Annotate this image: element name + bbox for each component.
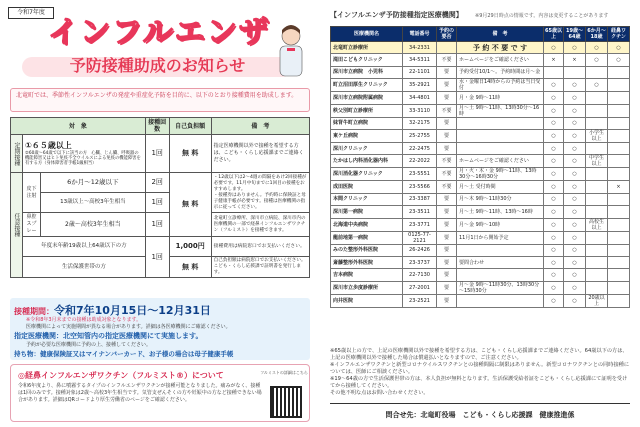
clinic-cell-c	[586, 281, 608, 294]
clinic-cell-b: ○	[564, 281, 586, 294]
clinic-cell-remark: 予 約 不 要 で す	[457, 42, 544, 54]
clinic-cell-a: ○	[544, 155, 564, 168]
clinic-cell-name: 深川市立病院 小児科	[331, 66, 403, 78]
clinic-cell-tel: 23-2521	[403, 294, 437, 307]
clinic-cell-c	[586, 92, 608, 104]
clinic-row	[331, 54, 630, 66]
clinic-cell-remark	[457, 244, 544, 256]
clinic-cell-d	[608, 269, 630, 281]
clinic-cell-tel: 34-4801	[403, 92, 437, 104]
clinic-cell-res: 要	[437, 193, 457, 205]
clinic-cell-a: ○	[544, 206, 564, 218]
clinic-cell-a: ○	[544, 129, 564, 142]
clinic-cell-c: ○	[586, 42, 608, 54]
note-line: ・接種券はありません。予約時に保険証と母子健康手帳が必要です。接種は医療機関の指示に従ってください。	[213, 192, 306, 210]
clinic-cell-d	[608, 244, 630, 256]
clinic-table-header	[331, 27, 630, 42]
clinic-table	[330, 26, 630, 308]
nasal-body: 令和6年度より、鼻に噴霧するタイプのインフルエンザワクチンが接種可能となりました。痛みがなく、接種は1回のみです。接種対象は2歳～高校3年生相当です。気管支ぜんそくの方や妊娠中の方など接種できない場合があります。詳細はQRコードより厚生労働省のページをご確認ください。	[18, 383, 262, 403]
clinic-cell-a: ○	[544, 218, 564, 231]
clinic-cell-b: ○	[564, 218, 586, 231]
period-note-2: 医療機関によって実施期間が異なる場合があります。詳細は各医療機関にご確認ください。	[26, 324, 231, 330]
clinic-cell-name: 成田医院	[331, 181, 403, 193]
note-cell: 指定医療機関以外で接種を希望する方は、こども・くらし応援課までご連絡ください。	[211, 135, 309, 173]
clinic-cell-c	[586, 193, 608, 205]
clinic-cell-b: ○	[564, 244, 586, 256]
clinic-cell-a: ○	[544, 269, 564, 281]
clinic-cell-remark	[457, 129, 544, 142]
clinic-cell-d	[608, 294, 630, 307]
clinic-cell-tel: 27-2001	[403, 281, 437, 294]
clinic-cell-res: 要	[437, 66, 457, 78]
clinic-list-title: 【インフルエンザ予防接種指定医療機関】	[330, 11, 463, 19]
clinic-cell-name: 吉本病院	[331, 269, 403, 281]
clinic-cell-c	[586, 66, 608, 78]
clinic-cell-name: 滝田こどもクリニック	[331, 54, 403, 66]
clinic-cell-res: 不要	[437, 181, 457, 193]
clinic-row	[331, 42, 630, 54]
clinic-cell-tel: 0125-77-2121	[403, 231, 437, 244]
clinic-cell-a: ○	[544, 193, 564, 205]
count-cell: 1回	[145, 237, 169, 278]
clinic-cell-tel: 25-2755	[403, 129, 437, 142]
col-fee: 自己負担額	[169, 118, 211, 135]
clinic-cell-res: 不要	[437, 155, 457, 168]
clinic-cell-c	[586, 206, 608, 218]
clinic-cell-res: 要	[437, 117, 457, 129]
fee-cell: 1,000円	[169, 237, 211, 257]
clinic-cell-d	[608, 231, 630, 244]
col-reservation: 予約の要否	[437, 27, 457, 42]
target-cell: 2歳～高校3年生相当	[41, 213, 146, 237]
group-routine: 定期接種	[11, 135, 23, 173]
clinic-cell-res: 要	[437, 294, 457, 307]
note-line: ※19～64歳の方で生活保護世帯の方は、本人負担が無料となります。生活保護受給者証をこども・くらし応援課にて証明を受けてから接種してください。	[330, 376, 628, 389]
nurse-illustration-icon	[272, 22, 310, 80]
clinic-cell-res: 要	[437, 231, 457, 244]
count-cell: 1回	[145, 193, 169, 213]
clinic-cell-name: 深川クリニック	[331, 142, 403, 154]
clinic-cell-c	[586, 104, 608, 117]
note-line: ※65歳以上の方で、上記の医療機関以外で接種を希望する方は、こども・くらし応援課までご連絡ください。64歳以下の方は、上記の医療機関以外で接種した場合は償還払いとなりますので、ご注意ください。	[330, 348, 628, 361]
clinic-row	[331, 244, 630, 256]
clinic-cell-d: ○	[608, 54, 630, 66]
clinic-cell-res: 不要	[437, 168, 457, 181]
group-optional: 任意接種	[11, 173, 23, 278]
qr-caption: フルミストの詳細はこちら	[260, 370, 308, 375]
col-note: 備 考	[211, 118, 309, 135]
clinic-cell-b: ○	[564, 155, 586, 168]
note-line: その他不明な点はお問い合わせください。	[330, 390, 429, 396]
clinic-cell-name: 本間クリニック	[331, 193, 403, 205]
clinic-cell-a: ○	[544, 79, 564, 92]
clinic-cell-b: ○	[564, 294, 586, 307]
clinic-cell-d	[608, 193, 630, 205]
clinic-row	[331, 256, 630, 268]
col-count: 接種回数	[145, 118, 169, 135]
clinic-cell-remark: 月～金 9時～11時30分、13時30分～15時30分	[457, 281, 544, 294]
notes	[330, 348, 630, 397]
clinic-cell-c: 20歳以上	[586, 294, 608, 307]
clinic-cell-res: 不要	[437, 104, 457, 117]
clinic-cell-remark	[457, 117, 544, 129]
clinic-cell-b: ○	[564, 256, 586, 268]
clinic-cell-res: 要	[437, 218, 457, 231]
sub-injection: 皮下注射	[23, 173, 41, 213]
note-line: ※インフルエンザワクチンと新型コロナウイルスワクチンとの接種間隔に制限はありません。新型コロナワクチンとの同時接種については、医師にご相談ください。	[330, 362, 630, 375]
clinic-cell-d	[608, 218, 630, 231]
clinic-row	[331, 66, 630, 78]
clinic-cell-name: 町立沼田厚生クリニック	[331, 79, 403, 92]
clinic-cell-b: ○	[564, 129, 586, 142]
designated-line: 指定医療機関：北空知管内の指定医療機関にて実施します。	[14, 332, 203, 340]
clinic-cell-d	[608, 66, 630, 78]
target-65: ①６５歳以上	[25, 141, 72, 150]
clinic-cell-d	[608, 79, 630, 92]
clinic-row	[331, 231, 630, 244]
clinic-cell-a: ○	[544, 294, 564, 307]
clinic-cell-b	[564, 66, 586, 78]
clinic-cell-c	[586, 269, 608, 281]
clinic-cell-d	[608, 281, 630, 294]
clinic-cell-res: 要	[437, 206, 457, 218]
clinic-cell-name: 深川第一病院	[331, 206, 403, 218]
clinic-cell-remark: 月～木 9時～11時30分	[457, 193, 544, 205]
clinic-cell-remark: ホームページをご確認ください	[457, 155, 544, 168]
col-tel: 電話番号	[403, 27, 437, 42]
clinic-cell-tel: 26-2426	[403, 244, 437, 256]
note-cell: 北竜町立診療所、深川市立病院、深川市内の医療機関の一部で経鼻インフルエンザワクチン（フルミスト）を接種できます。	[211, 213, 309, 237]
clinic-cell-tel: 23-3737	[403, 256, 437, 268]
clinic-cell-d	[608, 142, 630, 154]
clinic-cell-remark: ホームページをご確認ください	[457, 54, 544, 66]
clinic-cell-name: みのた整形外科医院	[331, 244, 403, 256]
clinic-cell-a: ○	[544, 168, 564, 181]
clinic-cell-c: ○	[586, 54, 608, 66]
clinic-row	[331, 168, 630, 181]
clinic-cell-remark: 月・金 9時～11時	[457, 92, 544, 104]
clinic-cell-tel: 22-7130	[403, 269, 437, 281]
designated-note: 予約が必要な医療機関に予約の上、接種してください。	[26, 342, 152, 348]
col-clinic-name: 医療機関名	[331, 27, 403, 42]
clinic-cell-a: ×	[544, 54, 564, 66]
clinic-row	[331, 104, 630, 117]
count-cell: 2回	[145, 173, 169, 193]
clinic-row	[331, 117, 630, 129]
fee-cell: 無 料	[169, 135, 211, 173]
note-line: ・12歳以下は2～4週の間隔をあけ2回接種が必要です。11月中旬までに1回目の接種をおすすめします。	[213, 174, 307, 192]
clinic-cell-a: ○	[544, 181, 564, 193]
clinic-cell-c	[586, 117, 608, 129]
period-value: 令和7年10月15日～12月31日	[54, 304, 211, 317]
target-cell: 生活保護世帯の方	[23, 257, 146, 278]
clinic-cell-name: 向井医院	[331, 294, 403, 307]
clinic-cell-b: ○	[564, 117, 586, 129]
clinic-cell-name: 斎藤整形外科医院	[331, 256, 403, 268]
clinic-cell-d	[608, 206, 630, 218]
clinic-cell-name: 深川消化器クリニック	[331, 168, 403, 181]
clinic-cell-a: ○	[544, 117, 564, 129]
clinic-cell-res: 要	[437, 269, 457, 281]
clinic-row	[331, 92, 630, 104]
clinic-row	[331, 142, 630, 154]
clinic-cell-c	[586, 231, 608, 244]
clinic-cell-name: 東ケ丘病院	[331, 129, 403, 142]
clinic-cell-tel: 22-1101	[403, 66, 437, 78]
clinic-cell-a: ○	[544, 231, 564, 244]
clinic-cell-tel: 23-3511	[403, 206, 437, 218]
clinic-row	[331, 155, 630, 168]
clinic-cell-remark: 月・火・木・金 9時～11時、13時30分～16時30分	[457, 168, 544, 181]
clinic-cell-c	[586, 168, 608, 181]
clinic-cell-name: たかはし内科消化器内科	[331, 155, 403, 168]
clinic-cell-res: 要	[437, 92, 457, 104]
clinic-cell-remark	[457, 142, 544, 154]
target-cell: 13歳以上～高校3年生相当	[41, 193, 146, 213]
clinic-cell-c	[586, 256, 608, 268]
clinic-row	[331, 269, 630, 281]
clinic-cell-d	[608, 168, 630, 181]
clinic-cell-tel: 23-5566	[403, 181, 437, 193]
clinic-cell-a: ○	[544, 92, 564, 104]
clinic-row	[331, 281, 630, 294]
target-cell: 年度末年齢19歳以上64歳以下の方	[23, 237, 146, 257]
clinic-cell-res: 要	[437, 129, 457, 142]
clinic-row	[331, 218, 630, 231]
clinic-cell-res: 要	[437, 79, 457, 92]
clinic-cell-res: 要	[437, 142, 457, 154]
qr-code-icon[interactable]	[270, 386, 302, 418]
clinic-cell-name: 深川市立歩度診療所	[331, 281, 403, 294]
clinic-table-wrap	[330, 26, 630, 308]
clinic-cell-tel: 22-2022	[403, 155, 437, 168]
clinic-cell-remark: 月～土 9時～11時、13時～16時	[457, 206, 544, 218]
clinic-cell-remark: 水・金曜日14時からの予約は当日受付	[457, 79, 544, 92]
clinic-cell-b: ○	[564, 142, 586, 154]
clinic-cell-c: 小学生以上	[586, 129, 608, 142]
clinic-cell-b: ○	[564, 231, 586, 244]
clinic-cell-remark: 予約受付10/1～。予約時間は月～金	[457, 66, 544, 78]
period-note: ※令和8年3月末までの接種は助成対象となります。	[26, 317, 142, 323]
col-65: 65歳以上	[545, 28, 562, 40]
clinic-cell-c	[586, 244, 608, 256]
intro-text: 北竜町では、季節性インフルエンザの発症や重症化予防を目的に、以下のとおり接種費用を助成します。	[10, 88, 310, 112]
clinic-cell-name: 北海道中央病院	[331, 218, 403, 231]
clinic-row	[331, 206, 630, 218]
clinic-cell-b: ○	[564, 104, 586, 117]
clinic-cell-remark: 月～土 9時～11時、13時30分～16時	[457, 104, 544, 117]
nasal-title: ◎経鼻インフルエンザワクチン（フルミスト®）について	[18, 371, 224, 380]
clinic-cell-name: 北竜町立診療所	[331, 42, 403, 54]
clinic-row	[331, 181, 630, 193]
clinic-cell-d	[608, 117, 630, 129]
clinic-cell-name: 妹背牛町立病院	[331, 117, 403, 129]
clinic-cell-b: ○	[564, 269, 586, 281]
note-cell	[211, 173, 309, 213]
clinic-cell-tel: 23-3387	[403, 193, 437, 205]
col-target: 対 象	[11, 118, 146, 135]
clinic-cell-c: ○	[586, 79, 608, 92]
clinic-cell-name: 深川市立病院附属病院	[331, 92, 403, 104]
clinic-cell-tel: 23-5551	[403, 168, 437, 181]
clinic-cell-b: ○	[564, 92, 586, 104]
clinic-cell-remark: 月～金 9時～10時	[457, 218, 544, 231]
col-19-64: 19歳～64歳	[564, 27, 586, 42]
clinic-row	[331, 294, 630, 307]
clinic-row	[331, 129, 630, 142]
clinic-cell-d	[608, 256, 630, 268]
clinic-cell-a: ○	[544, 42, 564, 54]
clinic-cell-remark: 月～土 受付時間	[457, 181, 544, 193]
clinic-cell-b: ○	[564, 79, 586, 92]
clinic-cell-res: 不要	[437, 54, 457, 66]
clinic-cell-d	[608, 155, 630, 168]
clinic-cell-remark: 要問合わせ	[457, 256, 544, 268]
year-tag: 令和7年度	[8, 7, 54, 19]
clinic-cell-res: 要	[437, 281, 457, 294]
target-60-64: ②60歳～64歳で以下に該当の方 心臓、じん臓、呼吸器の機能障害又はヒト免疫不全ウイルスによる免疫の機能障害を有する方（身体障害者手帳1級相当）	[25, 151, 141, 166]
clinic-cell-tel: 22-2475	[403, 142, 437, 154]
clinic-cell-a: ○	[544, 244, 564, 256]
clinic-cell-c	[586, 142, 608, 154]
belongings-line: 持ち物：健康保険証又はマイナンバーカード、お子様の場合は母子健康手帳	[14, 350, 234, 358]
clinic-cell-d	[608, 92, 630, 104]
period-label: 接種期間：	[14, 307, 54, 316]
clinic-list-subtitle: ※9月29日時点の情報です。内容は変更することがあります	[475, 13, 609, 19]
clinic-cell-b: ○	[564, 193, 586, 205]
clinic-cell-a: ○	[544, 281, 564, 294]
clinic-cell-b: ×	[564, 54, 586, 66]
clinic-cell-c: 中学生以上	[586, 155, 608, 168]
clinic-cell-res	[437, 42, 457, 54]
clinic-cell-remark	[457, 294, 544, 307]
clinic-cell-c: 高校生以上	[586, 218, 608, 231]
clinic-cell-b: ○	[564, 206, 586, 218]
clinic-cell-a: ○	[544, 142, 564, 154]
col-nasal: 経鼻ワクチン	[608, 27, 630, 42]
clinic-cell-tel: 23-3771	[403, 218, 437, 231]
clinic-cell-tel: 35-2921	[403, 79, 437, 92]
clinic-cell-b: ○	[564, 42, 586, 54]
target-cell	[23, 135, 146, 173]
clinic-cell-a: ○	[544, 104, 564, 117]
contact-line: 問合せ先：北竜町役場 こども・くらし応援課 健康推進係	[330, 403, 630, 423]
clinic-cell-tel: 33-3110	[403, 104, 437, 117]
target-cell: 6か月～12歳以下	[41, 173, 146, 193]
clinic-cell-d: ○	[608, 42, 630, 54]
clinic-row	[331, 193, 630, 205]
clinic-row	[331, 79, 630, 92]
count-cell: 1回	[145, 213, 169, 237]
clinic-cell-c	[586, 181, 608, 193]
clinic-cell-d	[608, 104, 630, 117]
col-6m-18: 6か月～18歳	[587, 28, 606, 40]
page-subtitle: 予防接種助成のお知らせ	[69, 56, 246, 75]
clinic-cell-b: ○	[564, 168, 586, 181]
clinic-cell-tel: 32-2175	[403, 117, 437, 129]
clinic-cell-tel: 34-2331	[403, 42, 437, 54]
page-title: インフルエンザ	[48, 15, 271, 50]
clinic-cell-remark: 11月1日から開始予定	[457, 231, 544, 244]
count-cell: 1回	[145, 135, 169, 173]
clinic-cell-b: ○	[564, 181, 586, 193]
clinic-cell-name: 龍前地第一病院	[331, 231, 403, 244]
clinic-cell-tel: 34-5311	[403, 54, 437, 66]
clinic-cell-a	[544, 66, 564, 78]
clinic-cell-remark	[457, 269, 544, 281]
note-cell: 接種費用は病院窓口でお支払いください。	[211, 237, 309, 257]
note-cell: 自己負担額は病院窓口でお支払いください。こども・くらし応援課で証明書を発行します。	[211, 257, 309, 278]
clinic-cell-name: 秩父別町立診療所	[331, 104, 403, 117]
clinic-cell-d: ×	[608, 181, 630, 193]
clinic-cell-d	[608, 129, 630, 142]
clinic-cell-res: 要	[437, 256, 457, 268]
fee-cell: 無 料	[169, 257, 211, 278]
clinic-cell-res: 要	[437, 244, 457, 256]
subsidy-table	[10, 117, 310, 278]
col-remark: 備 考	[457, 27, 544, 42]
sub-nasal: 鼻腔スプレー	[23, 213, 41, 237]
fee-cell: 無 料	[169, 173, 211, 237]
clinic-cell-a: ○	[544, 256, 564, 268]
